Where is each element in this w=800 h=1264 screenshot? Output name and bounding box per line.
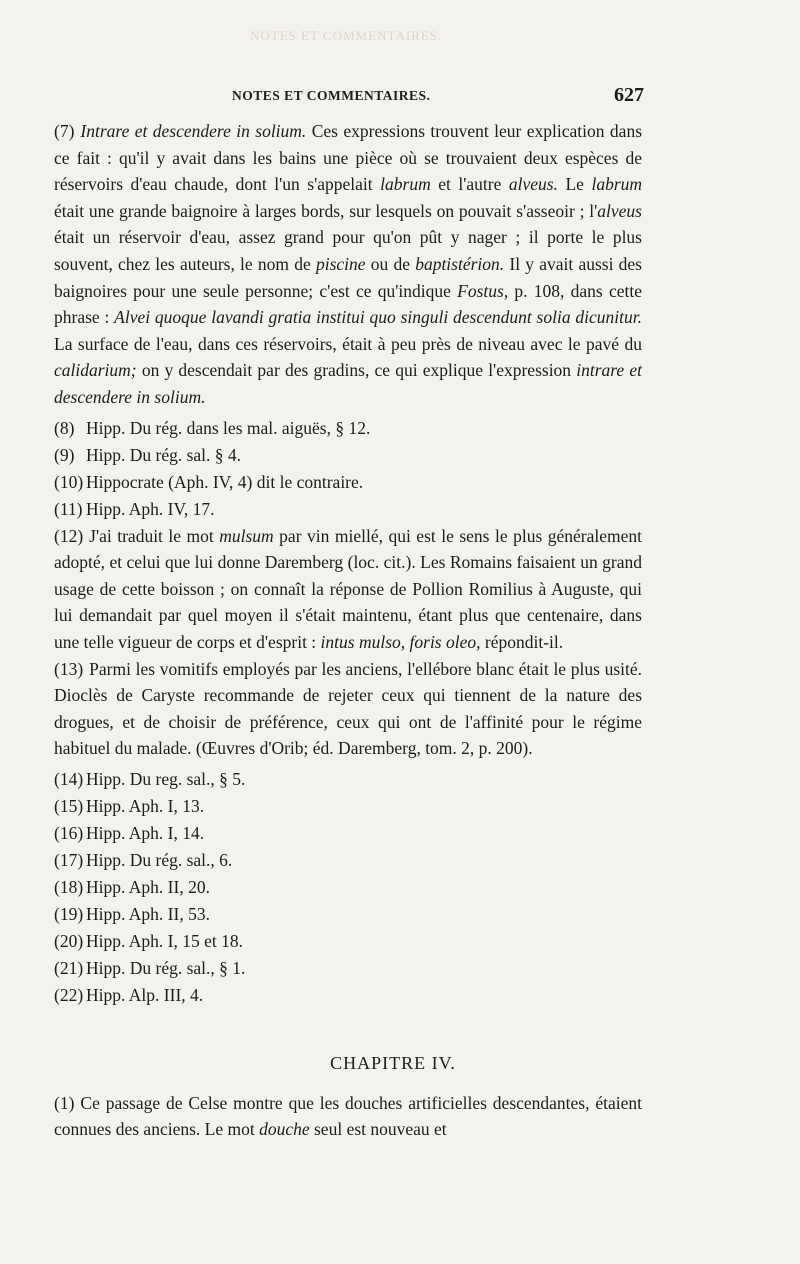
footnote-number: (14) <box>54 768 84 789</box>
text-segment: Ces expressions trouvent leur explication dans ce fait : qu'il y avait dans les bains une pièce où se trouvaient deux espèces de réservoirs d'eau chaude, dont l'un s'appelait <box>54 121 642 195</box>
page-body <box>54 118 642 1143</box>
italic-text: mulsum <box>219 525 274 546</box>
footnote-number: (9) <box>54 444 75 465</box>
text-segment: Le <box>557 174 592 195</box>
text-segment: La surface de l'eau, dans ces réservoirs, était à peu près de niveau avec le pavé du <box>54 333 642 354</box>
footnote-paragraph <box>54 118 642 411</box>
italic-text: douche <box>259 1119 310 1140</box>
text-segment: J'ai traduit le mot <box>89 525 220 546</box>
footnote-number: (10) <box>54 471 84 492</box>
references-list-b <box>54 766 642 1009</box>
footnote-number: (12) <box>54 525 84 546</box>
reference-text: Hipp. Du rég. sal., § 1. <box>86 957 246 978</box>
text-segment: Ce passage de Celse montre que les douches artificielles descendantes, étaient connues des anciens. Le mot <box>54 1092 642 1140</box>
notes-section-b <box>54 523 642 762</box>
running-title: NOTES ET COMMENTAIRES. <box>232 88 431 103</box>
reference-text: Hippocrate (Aph. IV, 4) dit le contraire. <box>86 471 364 492</box>
reference-line <box>54 955 642 982</box>
reference-text: Hipp. Du reg. sal., § 5. <box>86 768 246 789</box>
footnote-number: (7) <box>54 121 75 141</box>
text-segment: était une grande baignoire à larges bords, sur lesquels on pouvait s'asseoir ; l' <box>54 200 598 221</box>
footnote-number: (20) <box>54 930 84 951</box>
italic-text: intrare et descendere in solium. <box>54 360 642 407</box>
page-number: 627 <box>614 84 644 106</box>
text-segment: répondit-il. <box>480 631 564 652</box>
italic-text: baptistérion. <box>415 253 505 274</box>
italic-text: Alvei quoque lavandi gratia institui quo singuli descendunt solia dicunitur. <box>114 307 642 328</box>
footnote-number: (19) <box>54 903 84 924</box>
reference-line <box>54 793 642 820</box>
footnote-number: (1) <box>54 1092 75 1113</box>
italic-text: piscine <box>315 253 366 274</box>
reference-text: Hipp. Aph. IV, 17. <box>86 498 215 519</box>
italic-text: intus mulso, foris oleo, <box>320 631 481 652</box>
reference-text: Hipp. Aph. I, 15 et 18. <box>86 930 244 951</box>
reference-line <box>54 928 642 955</box>
reference-line <box>54 820 642 847</box>
bleed-through-text: NOTES ET COMMENTAIRES. <box>250 28 443 43</box>
reference-line <box>54 442 642 469</box>
reference-text: Hipp. Du rég. dans les mal. aiguës, § 12. <box>86 417 371 438</box>
footnote-number: (15) <box>54 795 84 816</box>
text-segment: par vin miellé, qui est le sens le plus généralement adopté, et celui que lui donne Daremberg (loc. cit.). Les Romains faisaient un grand usage de cette boisson ; on connaît la réponse de Pollion Romilius à Auguste, qui lui demandait par quel moyen il s'était maintenu, étant plus que centenaire, dans une telle vigueur de corps et d'esprit : <box>54 525 642 652</box>
footnote-paragraph <box>54 523 642 656</box>
text-segment: était un réservoir d'eau, assez grand pour qu'on pût y nager ; il porte le plus souvent, chez les auteurs, le nom de <box>54 227 642 274</box>
reference-line <box>54 415 642 442</box>
text-segment: p. 108, dans cette phrase : <box>54 280 642 328</box>
text-segment: Il y avait aussi des baignoires pour une seule personne; c'est ce qu'indique <box>54 253 642 301</box>
footnote-paragraph <box>54 1090 642 1143</box>
reference-line <box>54 496 642 523</box>
reference-text: Hipp. Du rég. sal., 6. <box>86 849 233 870</box>
reference-line <box>54 982 642 1009</box>
italic-text: calidarium; <box>54 360 137 381</box>
reference-text: Hipp. Alp. III, 4. <box>86 984 204 1005</box>
footnote-number: (11) <box>54 498 83 519</box>
reference-text: Hipp. Aph. II, 20. <box>86 876 210 897</box>
footnote-number: (22) <box>54 984 84 1005</box>
footnote-number: (13) <box>54 658 84 679</box>
notes-section-a <box>54 118 642 411</box>
footnote-number: (16) <box>54 822 84 843</box>
italic-text: alveus. <box>508 174 558 195</box>
reference-line <box>54 847 642 874</box>
chapter-heading: CHAPITRE IV. <box>330 1052 456 1073</box>
reference-text: Hipp. Aph. I, 14. <box>86 822 205 843</box>
italic-text: labrum <box>591 174 643 195</box>
text-segment: on y descendait par des gradins, ce qui explique l'expression <box>136 360 577 381</box>
footnote-number: (8) <box>54 417 75 438</box>
footnote-number: (21) <box>54 957 84 978</box>
page-header <box>54 86 642 112</box>
italic-text: Intrare et descendere in solium. <box>80 121 307 141</box>
text-segment: ou de <box>365 253 416 274</box>
text-segment: seul est nouveau et <box>309 1119 447 1140</box>
footnote-number: (18) <box>54 876 84 897</box>
chapter-note <box>54 1090 642 1143</box>
reference-line <box>54 469 642 496</box>
italic-text: alveus <box>597 200 642 221</box>
text-segment: et l'autre <box>430 174 509 195</box>
reference-line <box>54 766 642 793</box>
reference-line <box>54 874 642 901</box>
italic-text: labrum <box>380 174 431 195</box>
reference-text: Hipp. Aph. I, 13. <box>86 795 205 816</box>
footnote-paragraph <box>54 656 642 762</box>
text-segment: Parmi les vomitifs employés par les anciens, l'ellébore blanc était le plus usité. Dioclès de Caryste recommande de rejeter ceux qui tiennent de la nature des drogues, et de choisir de préférence, ceux qui ont de l'affinité pour le régime habituel du malade. (Œuvres d'Orib; éd. Daremberg, tom. 2, p. 200). <box>54 658 642 759</box>
reference-line <box>54 901 642 928</box>
references-list-a <box>54 415 642 523</box>
reference-text: Hipp. Aph. II, 53. <box>86 903 210 924</box>
footnote-number: (17) <box>54 849 84 870</box>
reference-text: Hipp. Du rég. sal. § 4. <box>86 444 242 465</box>
italic-text: Fostus, <box>457 280 509 301</box>
